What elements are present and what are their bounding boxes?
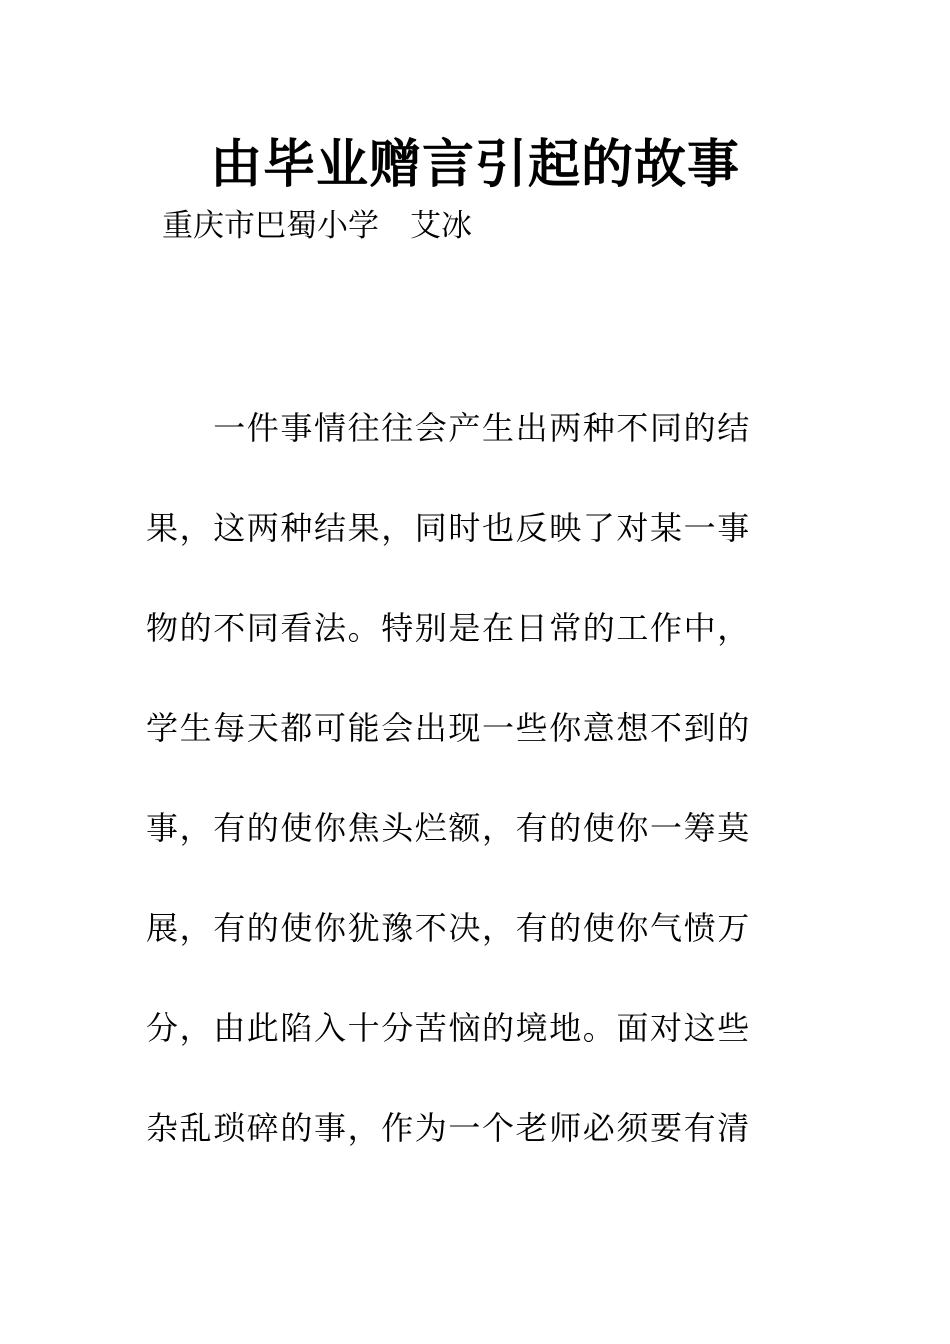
- text-line: 事，有的使你焦头烂额，有的使你一筹莫: [146, 809, 751, 847]
- text-line: 杂乱琐碎的事，作为一个老师必须要有清: [146, 1109, 751, 1147]
- document-title: 由毕业赠言引起的故事: [209, 135, 740, 195]
- body-paragraph: [146, 396, 816, 1196]
- text-line: 物的不同看法。特别是在日常的工作中，: [146, 609, 751, 647]
- text-line: 果，这两种结果，同时也反映了对某一事: [146, 509, 751, 547]
- text-line: 展，有的使你犹豫不决，有的使你气愤万: [146, 909, 751, 947]
- text-line: 一件事情往往会产生出两种不同的结: [146, 409, 751, 447]
- author-byline: 重庆市巴蜀小学 艾冰: [162, 208, 472, 244]
- text-line: 学生每天都可能会出现一些你意想不到的: [146, 709, 751, 747]
- text-line: 分，由此陷入十分苦恼的境地。面对这些: [146, 1009, 751, 1047]
